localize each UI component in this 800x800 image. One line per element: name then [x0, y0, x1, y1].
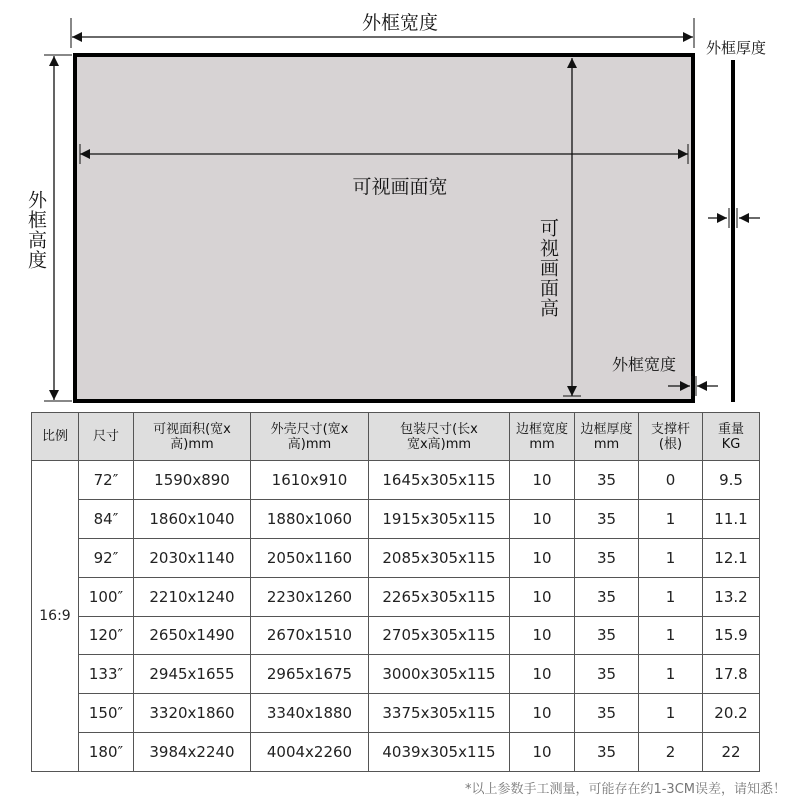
table-cell-rods: 1	[639, 616, 703, 655]
table-header-cell: 包装尺寸(长x 宽x高)mm	[369, 413, 510, 461]
table-cell-package: 2265x305x115	[369, 577, 510, 616]
table-header-cell: 外壳尺寸(宽x 高)mm	[251, 413, 369, 461]
table-row	[32, 655, 760, 694]
frame-border-label: 外框宽度	[612, 355, 677, 374]
table-cell-weight: 11.1	[703, 499, 760, 538]
table-cell-visible: 3320x1860	[134, 694, 251, 733]
table-cell-package: 3000x305x115	[369, 655, 510, 694]
table-cell-size: 72″	[79, 461, 134, 500]
table-cell-weight: 12.1	[703, 538, 760, 577]
table-cell-shell: 2670x1510	[251, 616, 369, 655]
table-cell-border-t: 35	[575, 499, 639, 538]
table-cell-border-w: 10	[510, 577, 575, 616]
table-cell-visible: 1860x1040	[134, 499, 251, 538]
table-cell-weight: 20.2	[703, 694, 760, 733]
table-cell-visible: 3984x2240	[134, 733, 251, 772]
table-cell-size: 92″	[79, 538, 134, 577]
table-header-row	[32, 413, 760, 461]
table-cell-weight: 17.8	[703, 655, 760, 694]
table-cell-package: 1645x305x115	[369, 461, 510, 500]
table-header-cell: 可视面积(宽x 高)mm	[134, 413, 251, 461]
disclaimer-note: *以上参数手工测量，可能存在约1-3CM误差，请知悉！	[464, 782, 786, 797]
outer-width-label: 外框宽度	[361, 12, 438, 34]
table-cell-border-w: 10	[510, 655, 575, 694]
table-row	[32, 499, 760, 538]
table-cell-visible: 2945x1655	[134, 655, 251, 694]
table-cell-visible: 2650x1490	[134, 616, 251, 655]
table-cell-border-t: 35	[575, 461, 639, 500]
table-cell-visible: 2030x1140	[134, 538, 251, 577]
table-cell-size: 120″	[79, 616, 134, 655]
table-cell-border-w: 10	[510, 733, 575, 772]
table-cell-shell: 2050x1160	[251, 538, 369, 577]
table-row	[32, 461, 760, 500]
table-cell-shell: 1880x1060	[251, 499, 369, 538]
table-cell-border-t: 35	[575, 616, 639, 655]
table-cell-package: 3375x305x115	[369, 694, 510, 733]
table-cell-size: 150″	[79, 694, 134, 733]
table-cell-rods: 2	[639, 733, 703, 772]
table-cell-rods: 1	[639, 694, 703, 733]
table-header-cell: 支撑杆 (根)	[639, 413, 703, 461]
table-header-cell: 边框厚度 mm	[575, 413, 639, 461]
table-cell-shell: 1610x910	[251, 461, 369, 500]
table-cell-package: 2085x305x115	[369, 538, 510, 577]
table-cell-shell: 4004x2260	[251, 733, 369, 772]
table-cell-weight: 22	[703, 733, 760, 772]
table-cell-rods: 1	[639, 577, 703, 616]
table-cell-border-w: 10	[510, 694, 575, 733]
table-cell-package: 2705x305x115	[369, 616, 510, 655]
table-header-cell: 比例	[32, 413, 79, 461]
table-cell-weight: 9.5	[703, 461, 760, 500]
table-cell-size: 133″	[79, 655, 134, 694]
table-cell-border-w: 10	[510, 538, 575, 577]
table-cell-shell: 3340x1880	[251, 694, 369, 733]
table-header-cell: 重量 KG	[703, 413, 760, 461]
table-row	[32, 733, 760, 772]
table-cell-border-w: 10	[510, 499, 575, 538]
table-row	[32, 616, 760, 655]
table-cell-rods: 1	[639, 538, 703, 577]
table-row	[32, 694, 760, 733]
spec-table	[31, 412, 760, 772]
table-cell-border-t: 35	[575, 655, 639, 694]
view-width-label: 可视画面宽	[352, 176, 448, 198]
ratio-cell: 16:9	[32, 461, 79, 772]
table-cell-package: 4039x305x115	[369, 733, 510, 772]
table-cell-border-t: 35	[575, 694, 639, 733]
table-cell-shell: 2965x1675	[251, 655, 369, 694]
table-cell-border-t: 35	[575, 733, 639, 772]
table-header-cell: 尺寸	[79, 413, 134, 461]
outer-height-label: 外框高度	[25, 190, 47, 270]
table-body	[32, 461, 760, 772]
table-header-cell: 边框宽度 mm	[510, 413, 575, 461]
table-cell-border-w: 10	[510, 616, 575, 655]
table-cell-rods: 1	[639, 655, 703, 694]
table-cell-size: 84″	[79, 499, 134, 538]
table-cell-shell: 2230x1260	[251, 577, 369, 616]
view-height-label: 可视画面高	[537, 218, 559, 318]
table-cell-package: 1915x305x115	[369, 499, 510, 538]
table-cell-weight: 13.2	[703, 577, 760, 616]
frame-thickness-label: 外框厚度	[706, 39, 767, 57]
screen-frame	[75, 55, 693, 401]
table-cell-size: 100″	[79, 577, 134, 616]
table-row	[32, 538, 760, 577]
table-cell-visible: 1590x890	[134, 461, 251, 500]
table-cell-visible: 2210x1240	[134, 577, 251, 616]
table-cell-size: 180″	[79, 733, 134, 772]
table-cell-border-t: 35	[575, 538, 639, 577]
table-cell-border-t: 35	[575, 577, 639, 616]
table-cell-weight: 15.9	[703, 616, 760, 655]
table-cell-rods: 1	[639, 499, 703, 538]
table-cell-rods: 0	[639, 461, 703, 500]
table-cell-border-w: 10	[510, 461, 575, 500]
table-row	[32, 577, 760, 616]
